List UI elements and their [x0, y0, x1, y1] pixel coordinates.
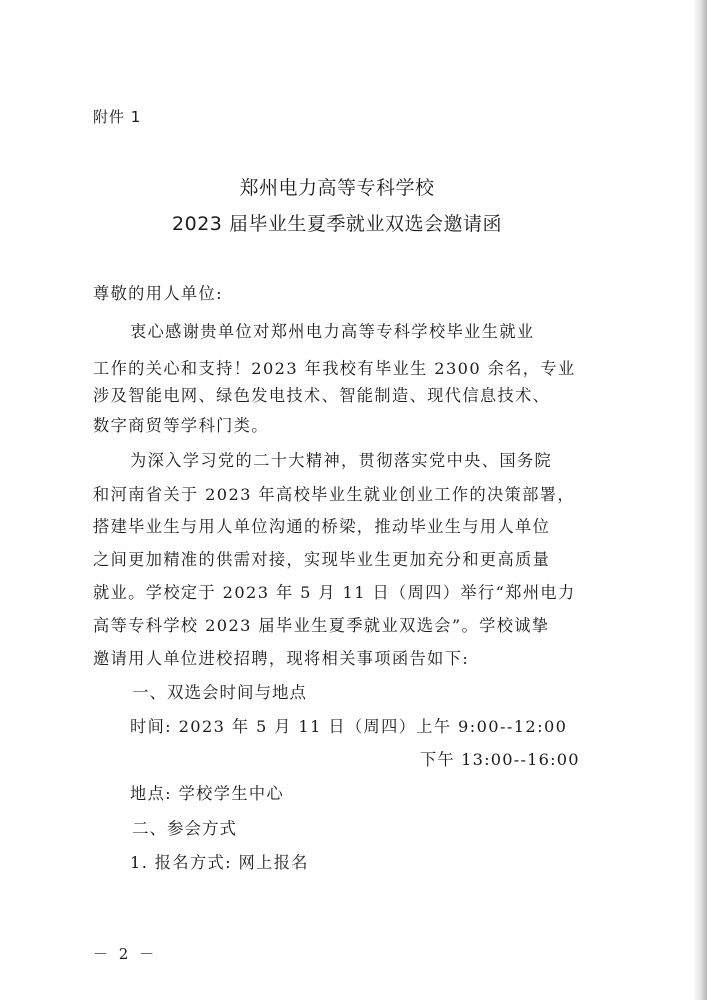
paragraph1-line: 数字商贸等学科门类。 [93, 416, 269, 435]
paragraph2-line: 邀请用人单位进校招聘，现将相关事项函告如下: [93, 649, 470, 668]
paragraph2-line: 和河南省关于 2023 年高校毕业生就业创业工作的决策部署， [93, 485, 575, 504]
event-time: 时间: 2023 年 5 月 11 日（周四）上午 9:00--12:00 [130, 717, 568, 736]
paragraph1-line: 工作的关心和支持！2023 年我校有毕业生 2300 余名，专业 [93, 359, 576, 378]
event-location: 地点: 学校学生中心 [130, 784, 285, 803]
paragraph1-line: 涉及智能电网、绿色发电技术、智能制造、现代信息技术、 [93, 386, 551, 405]
document-title-school: 郑州电力高等专科学校 [239, 177, 435, 199]
registration-method: 1. 报名方式: 网上报名 [130, 853, 309, 872]
attachment-label: 附件 1 [93, 108, 142, 126]
section1-heading: 一、双选会时间与地点 [132, 683, 307, 702]
paragraph2-line: 为深入学习党的二十大精神，贯彻落实党中央、国务院 [130, 451, 553, 470]
page-edge-shadow [693, 0, 707, 1000]
document-title-invitation: 2023 届毕业生夏季就业双选会邀请函 [172, 213, 502, 235]
page-number: － 2 － [93, 945, 158, 963]
paragraph2-line: 搭建毕业生与用人单位沟通的桥梁，推动毕业生与用人单位 [93, 517, 551, 536]
section2-heading: 二、参会方式 [132, 819, 237, 838]
event-time-afternoon: 下午 13:00--16:00 [420, 750, 580, 769]
paragraph2-line: 之间更加精准的供需对接，实现毕业生更加充分和更高质量 [93, 550, 551, 569]
salutation: 尊敬的用人单位: [93, 284, 223, 303]
paragraph2-line: 高等专科学校 2023 届毕业生夏季就业双选会”。学校诚挚 [93, 616, 550, 635]
paragraph2-line: 就业。学校定于 2023 年 5 月 11 日（周四）举行“郑州电力 [93, 583, 576, 602]
paragraph1-line: 衷心感谢贵单位对郑州电力高等专科学校毕业生就业 [130, 322, 535, 341]
